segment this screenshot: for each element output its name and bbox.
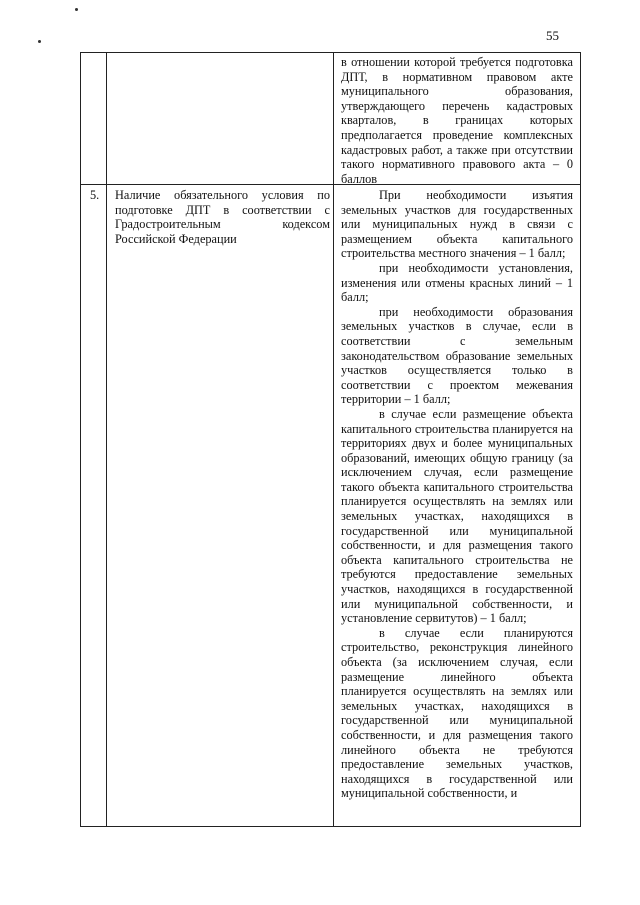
scan-speck: [38, 40, 41, 43]
description-paragraph: в отношении которой требуется подготовка ДПТ, в нормативном правовом акте муниципального образования, утверждающего перечень кадастровых кварталов, в границах которых предполагается проведение комплексных кадастровых работ, а также при отсутствии такого нормативного правового акта – 0 баллов: [341, 55, 573, 186]
score-paragraph: в случае если планируются строительство, реконструкция линейного объекта (за исключением случая, если размещение линейного объекта планируется осуществлять на землях или земельных участках, находящихся в государственной или муниципальной собственности, и для размещения такого линейного объекта не требуются предоставление земельных участков, находящихся в государственной или муниципальной собственности, и: [341, 625, 573, 801]
row-number: 5.: [90, 188, 100, 202]
score-paragraph: в случае если размещение объекта капитального строительства планируется на территориях двух и более муниципальных образований, имеющих общую границу (за исключением случая, если размещение такого объекта капитального строительства планируется осуществлять на землях или земельных участках, находящихся в государственной или муниципальной собственности, и для размещения такого объекта капитального строительства не требуются предоставление земельных участков, находящихся в государственной или муниципальной собственности, и установление сервитутов) – 1 балл;: [341, 406, 573, 626]
table-cell-prev-description: [341, 55, 573, 186]
score-paragraph: при необходимости установления, изменения или отмены красных линий – 1 балл;: [341, 260, 573, 305]
scan-speck: [75, 8, 78, 11]
column-divider: [106, 52, 107, 827]
score-paragraph: При необходимости изъятия земельных участков для государственных или муниципальных нужд в связи с размещением объекта капитального строительства местного значения – 1 балл;: [341, 188, 573, 261]
table-border-bottom: [80, 826, 581, 827]
table-border-right: [580, 52, 581, 827]
score-description-cell: [341, 188, 573, 801]
score-paragraph: при необходимости образования земельных участков в случае, если в соответствии с земельным законодательством образование земельных участков осуществляется только в соответствии с проектом межевания территории – 1 балл;: [341, 304, 573, 407]
table-border-top: [80, 52, 581, 53]
table-border-left: [80, 52, 81, 827]
page-number: 55: [546, 28, 559, 43]
criterion-cell: Наличие обязательного условия по подготовке ДПТ в соответствии с Градостроительным кодексом Российской Федерации: [115, 188, 330, 246]
column-divider: [333, 52, 334, 827]
